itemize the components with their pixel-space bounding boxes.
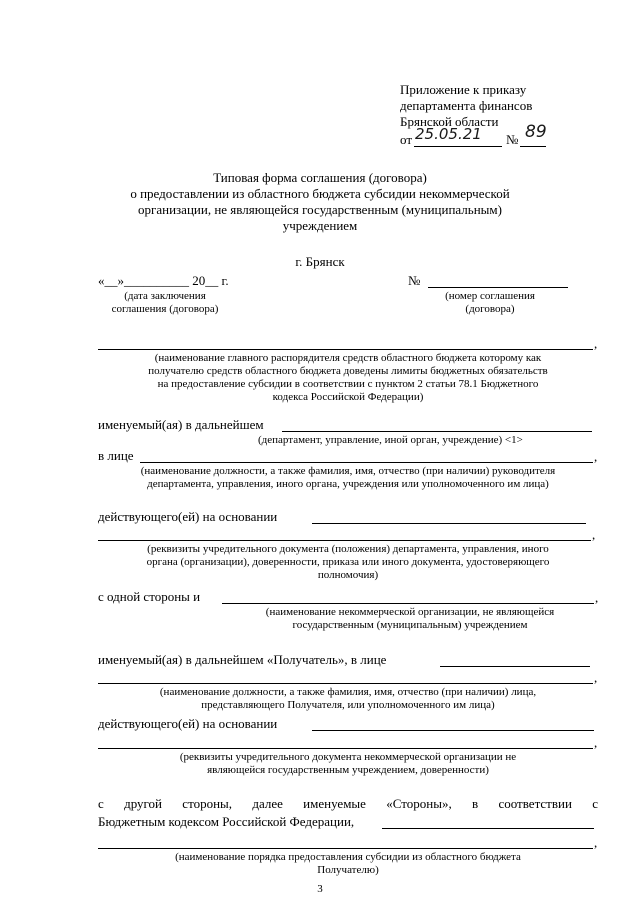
number-hint bbox=[410, 290, 570, 316]
basis-line-2 bbox=[98, 540, 591, 541]
date-underline bbox=[414, 146, 502, 147]
basis-hint-line-2: органа (организации), доверенности, приказа или иного документа, удостоверяющего bbox=[146, 556, 550, 568]
basis-hint-line-3: полномочия) bbox=[317, 569, 379, 581]
basis2-label: действующего(ей) на основании bbox=[98, 716, 278, 731]
header-line-3: Брянской области bbox=[400, 114, 499, 129]
recipient-hint bbox=[98, 686, 598, 712]
handwritten-number: 89 bbox=[525, 122, 547, 142]
agreement-number-line bbox=[428, 287, 568, 288]
date-prefix: от bbox=[400, 132, 413, 147]
basis2-line bbox=[312, 730, 594, 731]
named-line bbox=[282, 431, 592, 432]
final-hint bbox=[98, 851, 598, 877]
header-line-1: Приложение к приказу bbox=[400, 82, 527, 97]
date-hint-line-1: (дата заключения bbox=[124, 290, 206, 302]
final-line-3 bbox=[98, 848, 593, 849]
person-hint bbox=[98, 465, 598, 491]
header-line-2: департамента финансов bbox=[400, 98, 533, 113]
header-date-row bbox=[400, 122, 630, 150]
recipient-hint-line-1: (наименование должности, а также фамилия, имя, отчество (при наличии) лица, bbox=[159, 686, 537, 698]
title-line-4: учреждением bbox=[282, 218, 358, 233]
page-number: 3 bbox=[317, 883, 323, 895]
basis2-line-2 bbox=[98, 748, 593, 749]
recipient-line bbox=[440, 666, 590, 667]
main-hint-line-4: кодекса Российской Федерации) bbox=[272, 391, 424, 403]
number-underline bbox=[520, 146, 546, 147]
main-hint-line-3: на предоставление субсидии в соответствии с пунктом 2 статьи 78.1 Бюджетного bbox=[157, 378, 539, 390]
final-line-2: Бюджетным кодексом Российской Федерации, bbox=[98, 814, 355, 829]
main-distributor-hint bbox=[98, 352, 598, 404]
person-label: в лице bbox=[98, 448, 134, 463]
title-line-1: Типовая форма соглашения (договора) bbox=[213, 170, 427, 185]
recipient-label: именуемый(ая) в дальнейшем «Получатель», в лице bbox=[98, 652, 387, 667]
named-hint: (департамент, управление, иной орган, учреждение) <1> bbox=[258, 434, 523, 446]
order-number-label: № bbox=[506, 132, 519, 147]
basis2-hint-line-1: (реквизиты учредительного документа некоммерческой организации не bbox=[179, 751, 517, 763]
date-hint-line-2: соглашения (договора) bbox=[111, 303, 219, 315]
comma-6: , bbox=[594, 735, 598, 750]
side1-hint bbox=[220, 606, 600, 632]
recipient-hint-line-2: представляющего Получателя, или уполномоченного им лица) bbox=[201, 699, 495, 711]
side1-hint-line-1: (наименование некоммерческой организации, не являющейся bbox=[265, 606, 555, 618]
comma-1: , bbox=[594, 336, 598, 351]
main-hint-line-2: получателю средств областного бюджета доведены лимиты бюджетных обязательств bbox=[148, 365, 548, 377]
handwritten-date: 25.05.21 bbox=[415, 125, 482, 143]
comma-4: , bbox=[595, 590, 599, 605]
person-hint-line-1: (наименование должности, а также фамилия, имя, отчество (при наличии) руководителя bbox=[140, 465, 556, 477]
number-hint-line-2: (договора) bbox=[465, 303, 515, 315]
date-hint bbox=[90, 290, 240, 316]
final-line-1: с другой стороны, далее именуемые «Стороны», в соответствии с bbox=[98, 796, 598, 811]
main-hint-line-1: (наименование главного распорядителя средств областного бюджета которому как bbox=[154, 352, 542, 364]
basis-label: действующего(ей) на основании bbox=[98, 509, 278, 524]
comma-3: , bbox=[592, 527, 596, 542]
document-title bbox=[80, 170, 560, 234]
final-hint-line-1: (наименование порядка предоставления субсидии из областного бюджета bbox=[175, 851, 521, 863]
side1-label: с одной стороны и bbox=[98, 589, 201, 604]
basis2-hint bbox=[98, 751, 598, 777]
main-distributor-line bbox=[98, 349, 593, 350]
final-hint-line-2: Получателю) bbox=[317, 864, 379, 876]
comma-5: , bbox=[594, 670, 598, 685]
comma-2: , bbox=[594, 449, 598, 464]
person-hint-line-2: департамента, управления, иного органа, учреждения или уполномоченного им лица) bbox=[147, 478, 549, 490]
recipient-line-2 bbox=[98, 683, 593, 684]
title-line-3: организации, не являющейся государственным (муниципальным) bbox=[138, 202, 502, 217]
basis-hint bbox=[98, 543, 598, 582]
final-line-underline bbox=[382, 828, 594, 829]
side1-hint-line-2: государственным (муниципальным) учреждением bbox=[292, 619, 528, 631]
agreement-number-label: № bbox=[408, 273, 421, 288]
basis2-hint-line-2: являющейся государственным учреждением, доверенности) bbox=[207, 764, 489, 776]
person-line bbox=[140, 462, 593, 463]
side1-line bbox=[222, 603, 594, 604]
city: г. Брянск bbox=[295, 254, 345, 269]
number-hint-line-1: (номер соглашения bbox=[445, 290, 535, 302]
named-label: именуемый(ая) в дальнейшем bbox=[98, 417, 264, 432]
title-line-2: о предоставлении из областного бюджета субсидии некоммерческой bbox=[130, 186, 510, 201]
basis-line bbox=[312, 523, 586, 524]
comma-7: , bbox=[594, 835, 598, 850]
order-appendix-header bbox=[400, 82, 620, 130]
agreement-date-field: «__»__________ 20__ г. bbox=[98, 273, 229, 288]
basis-hint-line-1: (реквизиты учредительного документа (положения) департамента, управления, иного bbox=[147, 543, 549, 555]
